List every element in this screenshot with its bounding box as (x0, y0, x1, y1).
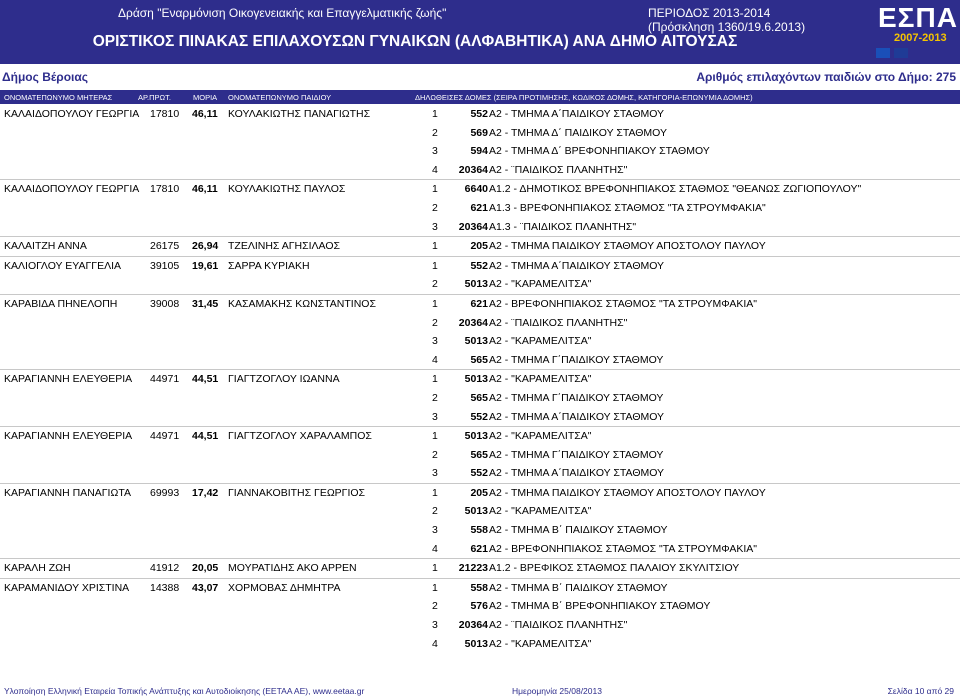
logo-years: 2007-2013 (894, 32, 947, 44)
table-row (0, 389, 960, 408)
structure-code: 576 (470, 600, 488, 613)
table-row (0, 446, 960, 465)
records-table (0, 105, 960, 653)
structure-name: Α1.3 - ΒΡΕΦΟΝΗΠΙΑΚΟΣ ΣΤΑΘΜΟΣ "ΤΑ ΣΤΡΟΥΜΦΑΚΙΑ" (489, 201, 766, 214)
preference-order: 1 (432, 183, 438, 196)
structure-name: Α2 - ΤΜΗΜΑ Δ΄ ΒΡΕΦΟΝΗΠΙΑΚΟΥ ΣΤΑΘΜΟΥ (489, 145, 710, 158)
structure-name: Α1.3 - ¨ΠΑΙΔΙΚΟΣ ΠΛΑΝΗΤΗΣ" (489, 220, 637, 233)
protocol-number: 39008 (150, 297, 180, 310)
table-row (0, 314, 960, 333)
table-row (0, 597, 960, 616)
table-row (0, 464, 960, 483)
structure-code: 20364 (458, 163, 488, 176)
record-group (0, 483, 960, 558)
structure-name: Α2 - "ΚΑΡΑΜΕΛΙΤΣΑ" (489, 278, 592, 291)
record-group (0, 236, 960, 256)
table-row (0, 559, 960, 578)
record-group (0, 256, 960, 294)
structure-code: 552 (470, 108, 488, 120)
table-row (0, 484, 960, 503)
score: 44,51 (192, 373, 219, 386)
period-title: ΠΕΡΙΟΔΟΣ 2013-2014 (Πρόσκληση 1360/19.6.2013) (648, 6, 806, 34)
child-name: ΜΟΥΡΑΤΙΔΗΣ ΑΚΟ ΑΡΡΕΝ (228, 562, 357, 575)
structure-name: Α2 - ΤΜΗΜΑ Δ΄ ΠΑΙΔΙΚΟΥ ΣΤΑΘΜΟΥ (489, 126, 667, 139)
municipality-bar (0, 70, 960, 86)
structure-name: Α2 - ¨ΠΑΙΔΙΚΟΣ ΠΛΑΝΗΤΗΣ" (489, 316, 628, 329)
preference-order: 2 (432, 316, 438, 329)
structure-code: 552 (470, 410, 488, 423)
structure-code: 621 (470, 201, 488, 214)
structure-code: 5013 (464, 278, 488, 291)
score: 31,45 (192, 297, 219, 310)
col-mother: ΟΝΟΜΑΤΕΠΩΝΥΜΟ ΜΗΤΕΡΑΣ (4, 93, 113, 102)
score: 43,07 (192, 581, 219, 594)
mother-name: ΚΑΛΑΙΤΖΗ ΑΝΝΑ (4, 240, 87, 253)
child-name: ΓΙΑΓΤΖΟΓΛΟΥ ΧΑΡΑΛΑΜΠΟΣ (228, 430, 372, 443)
table-row (0, 161, 960, 180)
structure-code: 594 (470, 145, 488, 158)
table-row (0, 199, 960, 218)
table-row (0, 332, 960, 351)
preference-order: 2 (432, 201, 438, 214)
table-row (0, 521, 960, 540)
structure-name: Α2 - "ΚΑΡΑΜΕΛΙΤΣΑ" (489, 505, 592, 518)
preference-order: 2 (432, 600, 438, 613)
record-group (0, 179, 960, 236)
structure-name: Α2 - ΤΜΗΜΑ Α΄ΠΑΙΔΙΚΟΥ ΣΤΑΘΜΟΥ (489, 467, 665, 480)
structure-name: Α2 - ΒΡΕΦΟΝΗΠΙΑΚΟΣ ΣΤΑΘΜΟΣ "ΤΑ ΣΤΡΟΥΜΦΑΚΙΑ" (489, 542, 757, 555)
preference-order: 3 (432, 410, 438, 423)
structure-name: Α1.2 - ΒΡΕΦΙΚΟΣ ΣΤΑΘΜΟΣ ΠΑΛΑΙΟΥ ΣΚΥΛΙΤΣΙΟΥ (489, 562, 740, 575)
preference-order: 3 (432, 335, 438, 348)
protocol-number: 14388 (150, 581, 180, 594)
structure-name: Α2 - ΤΜΗΜΑ Β΄ ΠΑΙΔΙΚΟΥ ΣΤΑΘΜΟΥ (489, 581, 668, 594)
structure-name: Α2 - ¨ΠΑΙΔΙΚΟΣ ΠΛΑΝΗΤΗΣ" (489, 163, 628, 176)
preference-order: 1 (432, 108, 438, 120)
preference-order: 1 (432, 562, 438, 575)
preference-order: 3 (432, 467, 438, 480)
record-group (0, 578, 960, 653)
preference-order: 3 (432, 524, 438, 537)
table-row (0, 142, 960, 161)
page-title: ΟΡΙΣΤΙΚΟΣ ΠΙΝΑΚΑΣ ΕΠΙΛΑΧΟΥΣΩΝ ΓΥΝΑΙΚΩΝ (ΑΛΦΑΒΗΤΙΚΑ) ΑΝΑ ΔΗΜΟ ΑΙΤΟΥΣΑΣ (92, 33, 738, 50)
preference-order: 2 (432, 448, 438, 461)
protocol-number: 17810 (150, 183, 180, 196)
record-group (0, 369, 960, 426)
header-band (0, 0, 960, 64)
table-row (0, 275, 960, 294)
structure-name: Α2 - ΤΜΗΜΑ Α΄ΠΑΙΔΙΚΟΥ ΣΤΑΘΜΟΥ (489, 108, 665, 120)
table-row (0, 105, 960, 124)
record-group (0, 426, 960, 483)
table-row (0, 257, 960, 276)
structure-name: Α2 - ΤΜΗΜΑ Γ΄ΠΑΙΔΙΚΟΥ ΣΤΑΘΜΟΥ (489, 448, 664, 461)
structure-code: 565 (470, 353, 488, 366)
structure-name: Α2 - "ΚΑΡΑΜΕΛΙΤΣΑ" (489, 373, 592, 386)
protocol-number: 39105 (150, 259, 180, 272)
structure-code: 565 (470, 391, 488, 404)
table-row (0, 295, 960, 314)
col-structures: ΔΗΛΩΘΕΙΣΕΣ ΔΟΜΕΣ (ΣΕΙΡΑ ΠΡΟΤΙΜΗΣΗΣ, ΚΩΔΙΚΟΣ ΔΟΜΗΣ, ΚΑΤΗΓΟΡΙΑ-ΕΠΩΝΥΜΙΑ ΔΟΜΗΣ) (415, 93, 753, 102)
child-name: ΚΑΣΑΜΑΚΗΣ ΚΩΝΣΤΑΝΤΙΝΟΣ (228, 297, 376, 310)
score: 44,51 (192, 430, 219, 443)
table-row (0, 616, 960, 635)
preference-order: 1 (432, 297, 438, 310)
preference-order: 1 (432, 259, 438, 272)
col-child: ΟΝΟΜΑΤΕΠΩΝΥΜΟ ΠΑΙΔΙΟΥ (228, 93, 332, 102)
structure-code: 21223 (458, 562, 488, 575)
protocol-number: 44971 (150, 373, 180, 386)
protocol-number: 26175 (150, 240, 180, 253)
preference-order: 4 (432, 637, 438, 650)
record-group (0, 558, 960, 578)
structure-name: Α2 - ΤΜΗΜΑ ΠΑΙΔΙΚΟΥ ΣΤΑΘΜΟΥ ΑΠΟΣΤΟΛΟΥ ΠΑΥΛΟΥ (489, 486, 766, 499)
structure-name: Α2 - ΤΜΗΜΑ Γ΄ΠΑΙΔΙΚΟΥ ΣΤΑΘΜΟΥ (489, 391, 664, 404)
table-row (0, 218, 960, 237)
structure-name: Α2 - ¨ΠΑΙΔΙΚΟΣ ΠΛΑΝΗΤΗΣ" (489, 619, 628, 632)
mother-name: ΚΑΡΑΒΙΔΑ ΠΗΝΕΛΟΠΗ (4, 297, 118, 310)
table-row (0, 408, 960, 427)
structure-name: Α2 - ΒΡΕΦΟΝΗΠΙΑΚΟΣ ΣΤΑΘΜΟΣ "ΤΑ ΣΤΡΟΥΜΦΑΚΙΑ" (489, 297, 757, 310)
structure-name: Α1.2 - ΔΗΜΟΤΙΚΟΣ ΒΡΕΦΟΝΗΠΙΑΚΟΣ ΣΤΑΘΜΟΣ "ΘΕΑΝΩΣ ΖΩΓΙΟΠΟΥΛΟΥ" (489, 183, 862, 196)
protocol-number: 69993 (150, 486, 180, 499)
record-group (0, 105, 960, 179)
structure-code: 20364 (458, 619, 488, 632)
structure-name: Α2 - ΤΜΗΜΑ Γ΄ΠΑΙΔΙΚΟΥ ΣΤΑΘΜΟΥ (489, 353, 664, 366)
structure-name: Α2 - ΤΜΗΜΑ Α΄ΠΑΙΔΙΚΟΥ ΣΤΑΘΜΟΥ (489, 410, 665, 423)
eu-flag-icon (894, 48, 908, 58)
child-name: ΚΟΥΛΑΚΙΩΤΗΣ ΠΑΥΛΟΣ (228, 183, 346, 196)
table-row (0, 427, 960, 446)
structure-code: 569 (470, 126, 488, 139)
table-row (0, 579, 960, 598)
child-name: ΓΙΑΝΝΑΚΟΒΙΤΗΣ ΓΕΩΡΓΙΟΣ (228, 486, 366, 499)
preference-order: 1 (432, 486, 438, 499)
table-row (0, 540, 960, 559)
structure-code: 205 (470, 240, 488, 253)
structure-code: 552 (470, 259, 488, 272)
child-name: ΚΟΥΛΑΚΙΩΤΗΣ ΠΑΝΑΓΙΩΤΗΣ (228, 108, 371, 120)
table-row (0, 635, 960, 654)
preference-order: 3 (432, 619, 438, 632)
structure-name: Α2 - "ΚΑΡΑΜΕΛΙΤΣΑ" (489, 637, 592, 650)
table-row (0, 351, 960, 370)
score: 20,05 (192, 562, 219, 575)
table-row (0, 124, 960, 143)
col-score: ΜΟΡΙΑ (193, 93, 218, 102)
preference-order: 1 (432, 240, 438, 253)
structure-name: Α2 - ΤΜΗΜΑ Α΄ΠΑΙΔΙΚΟΥ ΣΤΑΘΜΟΥ (489, 259, 665, 272)
preference-order: 4 (432, 163, 438, 176)
municipality-name: Δήμος Βέροιας (2, 70, 88, 84)
footer-company: Υλοποίηση Ελληνική Εταιρεία Τοπικής Ανάπτυξης και Αυτοδιοίκησης (ΕΕΤΑΑ ΑΕ), www.eetaa.gr (4, 686, 365, 696)
structure-code: 5013 (464, 373, 488, 386)
column-header-row (0, 90, 960, 104)
score: 26,94 (192, 240, 219, 253)
structure-name: Α2 - ΤΜΗΜΑ Β΄ ΒΡΕΦΟΝΗΠΙΑΚΟΥ ΣΤΑΘΜΟΥ (489, 600, 711, 613)
structure-code: 565 (470, 448, 488, 461)
child-name: ΤΖΕΛΙΝΗΣ ΑΓΗΣΙΛΑΟΣ (228, 240, 340, 253)
structure-code: 558 (470, 524, 488, 537)
structure-name: Α2 - ΤΜΗΜΑ Β΄ ΠΑΙΔΙΚΟΥ ΣΤΑΘΜΟΥ (489, 524, 668, 537)
structure-code: 5013 (464, 430, 488, 443)
protocol-number: 17810 (150, 108, 180, 120)
structure-code: 621 (470, 542, 488, 555)
mother-name: ΚΑΡΑΓΙΑΝΝΗ ΕΛΕΥΘΕΡΙΑ (4, 373, 133, 386)
preference-order: 4 (432, 542, 438, 555)
preference-order: 2 (432, 126, 438, 139)
espa-logo (866, 2, 956, 62)
structure-code: 621 (470, 297, 488, 310)
structure-code: 552 (470, 467, 488, 480)
structure-code: 558 (470, 581, 488, 594)
mother-name: ΚΑΡΑΓΙΑΝΝΗ ΠΑΝΑΓΙΩΤΑ (4, 486, 131, 499)
structure-code: 205 (470, 486, 488, 499)
preference-order: 4 (432, 353, 438, 366)
protocol-number: 41912 (150, 562, 180, 575)
action-title: Δράση "Εναρμόνιση Οικογενειακής και Επαγγελματικής ζωής" (118, 6, 447, 20)
mother-name: ΚΑΛΑΙΔΟΠΟΥΛΟΥ ΓΕΩΡΓΙΑ (4, 183, 140, 196)
structure-name: Α2 - ΤΜΗΜΑ ΠΑΙΔΙΚΟΥ ΣΤΑΘΜΟΥ ΑΠΟΣΤΟΛΟΥ ΠΑΥΛΟΥ (489, 240, 766, 253)
structure-code: 5013 (464, 335, 488, 348)
structure-code: 5013 (464, 637, 488, 650)
mother-name: ΚΑΛΙΟΓΛΟΥ ΕΥΑΓΓΕΛΙΑ (4, 259, 122, 272)
score: 17,42 (192, 486, 219, 499)
col-protocol: ΑΡ.ΠΡΩΤ. (138, 93, 171, 102)
protocol-number: 44971 (150, 430, 180, 443)
footer (0, 684, 960, 697)
table-row (0, 237, 960, 256)
preference-order: 2 (432, 391, 438, 404)
structure-name: Α2 - "ΚΑΡΑΜΕΛΙΤΣΑ" (489, 430, 592, 443)
record-group (0, 294, 960, 369)
child-name: ΓΙΑΓΤΖΟΓΛΟΥ ΙΩΑΝΝΑ (228, 373, 340, 386)
footer-page: Σελίδα 10 από 29 (887, 686, 954, 696)
child-name: ΧΟΡΜΟΒΑΣ ΔΗΜΗΤΡΑ (228, 581, 341, 594)
structure-code: 5013 (464, 505, 488, 518)
table-row (0, 180, 960, 199)
preference-order: 2 (432, 505, 438, 518)
structure-code: 20364 (458, 220, 488, 233)
table-row (0, 370, 960, 389)
mother-name: ΚΑΡΑΜΑΝΙΔΟΥ ΧΡΙΣΤΙΝΑ (4, 581, 130, 594)
score: 46,11 (192, 183, 218, 196)
structure-code: 6640 (464, 183, 488, 196)
preference-order: 3 (432, 220, 438, 233)
footer-date: Ημερομηνία 25/08/2013 (512, 686, 602, 696)
mother-name: ΚΑΡΑΓΙΑΝΝΗ ΕΛΕΥΘΕΡΙΑ (4, 430, 133, 443)
structure-code: 20364 (458, 316, 488, 329)
structure-name: Α2 - "ΚΑΡΑΜΕΛΙΤΣΑ" (489, 335, 592, 348)
preference-order: 2 (432, 278, 438, 291)
score: 46,11 (192, 108, 218, 120)
children-count: Αριθμός επιλαχόντων παιδιών στο Δήμο: 275 (696, 70, 956, 84)
table-row (0, 502, 960, 521)
preference-order: 1 (432, 430, 438, 443)
preference-order: 1 (432, 373, 438, 386)
preference-order: 3 (432, 145, 438, 158)
mother-name: ΚΑΡΑΛΗ ΖΩΗ (4, 562, 71, 575)
greek-flag-icon (876, 48, 890, 58)
preference-order: 1 (432, 581, 438, 594)
logo-text: ΕΣΠΑ (878, 2, 958, 33)
score: 19,61 (192, 259, 219, 272)
child-name: ΣΑΡΡΑ ΚΥΡΙΑΚΗ (228, 259, 310, 272)
mother-name: ΚΑΛΑΙΔΟΠΟΥΛΟΥ ΓΕΩΡΓΙΑ (4, 108, 140, 120)
